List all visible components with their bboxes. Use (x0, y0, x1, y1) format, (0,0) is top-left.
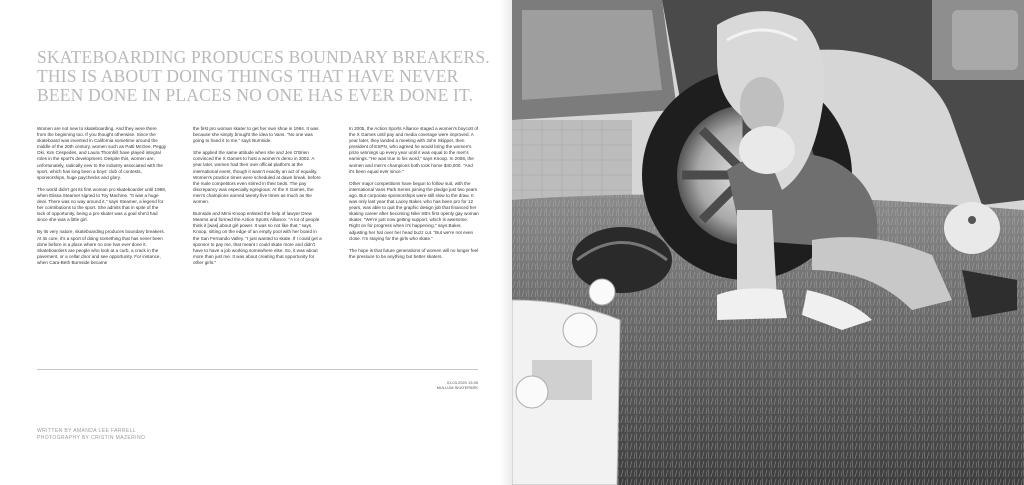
headline (37, 48, 497, 105)
paragraph: By its very nature, skateboarding produces boundary breakers. At its core, it's a sport of doing something that has never been done before in a place where no one has ever done it. Skateboarders are people who look at a curb, a crack in the pavement, or a cellar door and see opportunity. For instance, when Cara-Beth Burnside became (37, 229, 165, 265)
headline-line-1: SKATEBOARDING PRODUCES BOUNDARY BREAKERS. (37, 47, 490, 67)
credits (37, 428, 145, 442)
photo-girl-tying-shoe (512, 0, 1024, 485)
paragraph: Burnside and Mimi Knoop enlisted the help of lawyer Drew Mearns and formed the Action Sports Alliance. "A lot of people think it [was] about girl power. It was so not like that," says Knoop, sitting on the edge of an empty pool with her board in the San Fernando Valley. "I just wanted to skate. If I could get a sponsor to pay me, that meant I could skate more and didn't have to have a job working somewhere else. So, it was about more than just me. It was about creating that opportunity for other girls." (193, 211, 322, 265)
date-location-stamp (437, 380, 478, 390)
body-column-1 (37, 126, 167, 272)
page-gutter (500, 0, 512, 485)
body-column-3 (349, 126, 479, 266)
stamp-date: 01.03.2020 13:35 (446, 380, 478, 385)
paragraph: She applied the same attitude when she and Jen O'Brien convinced the X Games to host a women's demo in 2002. A year later, women had their own official platform at the international event, though it wasn't exactly an act of equality. Women's practice times were scheduled at dawn break, before the male competitors even stirred in their beds. The pay discrepancy was especially egregious: At the X Games, the men's champions earned twenty five times as much as the women. (193, 150, 321, 205)
photo-illustration (512, 0, 1024, 485)
stamp-location: MULLUM SKATEPARK (436, 385, 478, 390)
headline-line-3: BEEN DONE IN PLACES NO ONE HAS EVER DONE IT. (37, 85, 474, 105)
paragraph: The hope is that future generations of women will no longer feel the pressure to be anything but better skaters. (349, 247, 479, 259)
paragraph: the first pro woman skater to get her own shoe in 1994. It was because she simply brought the idea to Vans. "No one was going to hand it to me," says Burnside. (193, 126, 319, 144)
body-column-2 (193, 126, 323, 272)
headline-line-2: THIS IS ABOUT DOING THINGS THAT HAVE NEVER (37, 66, 459, 86)
paragraph: Women are not new to skateboarding. And they were there from the beginning too. If you thought otherwise. Since the skateboard was invented in California sometime around the middle of the 20th century, women such as Patti McGee, Peggy Oki, Kim Cespedes, and Laura Thornhill have played integral roles in the sport's development. Despite this, women are, unfortunately, radically new to the industry associated with the sport, which has long been a boys' club of contests, sponsorships, huge paychecks and glory. (37, 126, 167, 180)
paragraph: The world didn't get its first woman pro skateboarder until 1998, when Elissa Steamer signed to Toy Machine. "It was a huge deal. There was no way around it," says Steamer, a legend for her contributions to the sport. She admits that in spite of the lack of opportunity, being a pro skater was a goal she'd had since she was a little girl. (37, 186, 167, 223)
writer-credit: WRITTEN BY AMANDA LEE FARRELL (37, 428, 137, 434)
divider-rule (37, 369, 478, 370)
paragraph: Other major competitions have begun to follow suit, with the international Vans Park Series joining the pledge just two years ago. But corporate sponsorships were still slow to the draw. It was only last year that Lacey Baker, who has been pro for 12 years, was able to quit the graphic design job that financed her skating career after becoming Nike SB's first openly gay woman skater. "We're just now getting support, which is awesome. Right on for progress when it's happening," says Baker, adjusting her hat over her head buzz cut. "But we're not even close. I'm staying for the girls who skate." (349, 180, 479, 241)
photographer-credit: PHOTOGRAPHY BY CRISTIN MAZERINO (37, 435, 146, 441)
paragraph: In 2005, the Action Sports Alliance staged a women's boycott of the X Games until pay and media coverage were improved. A year later, they landed a meeting with John Skipper, then president of ESPN, who agreed he would bring the women's prize winnings up every year until it was equal to the men's earnings. "He was true to his word," says Knoop. In 2008, the women and men's champions both took home $40,000. "And it's been equal ever since." (349, 126, 479, 174)
